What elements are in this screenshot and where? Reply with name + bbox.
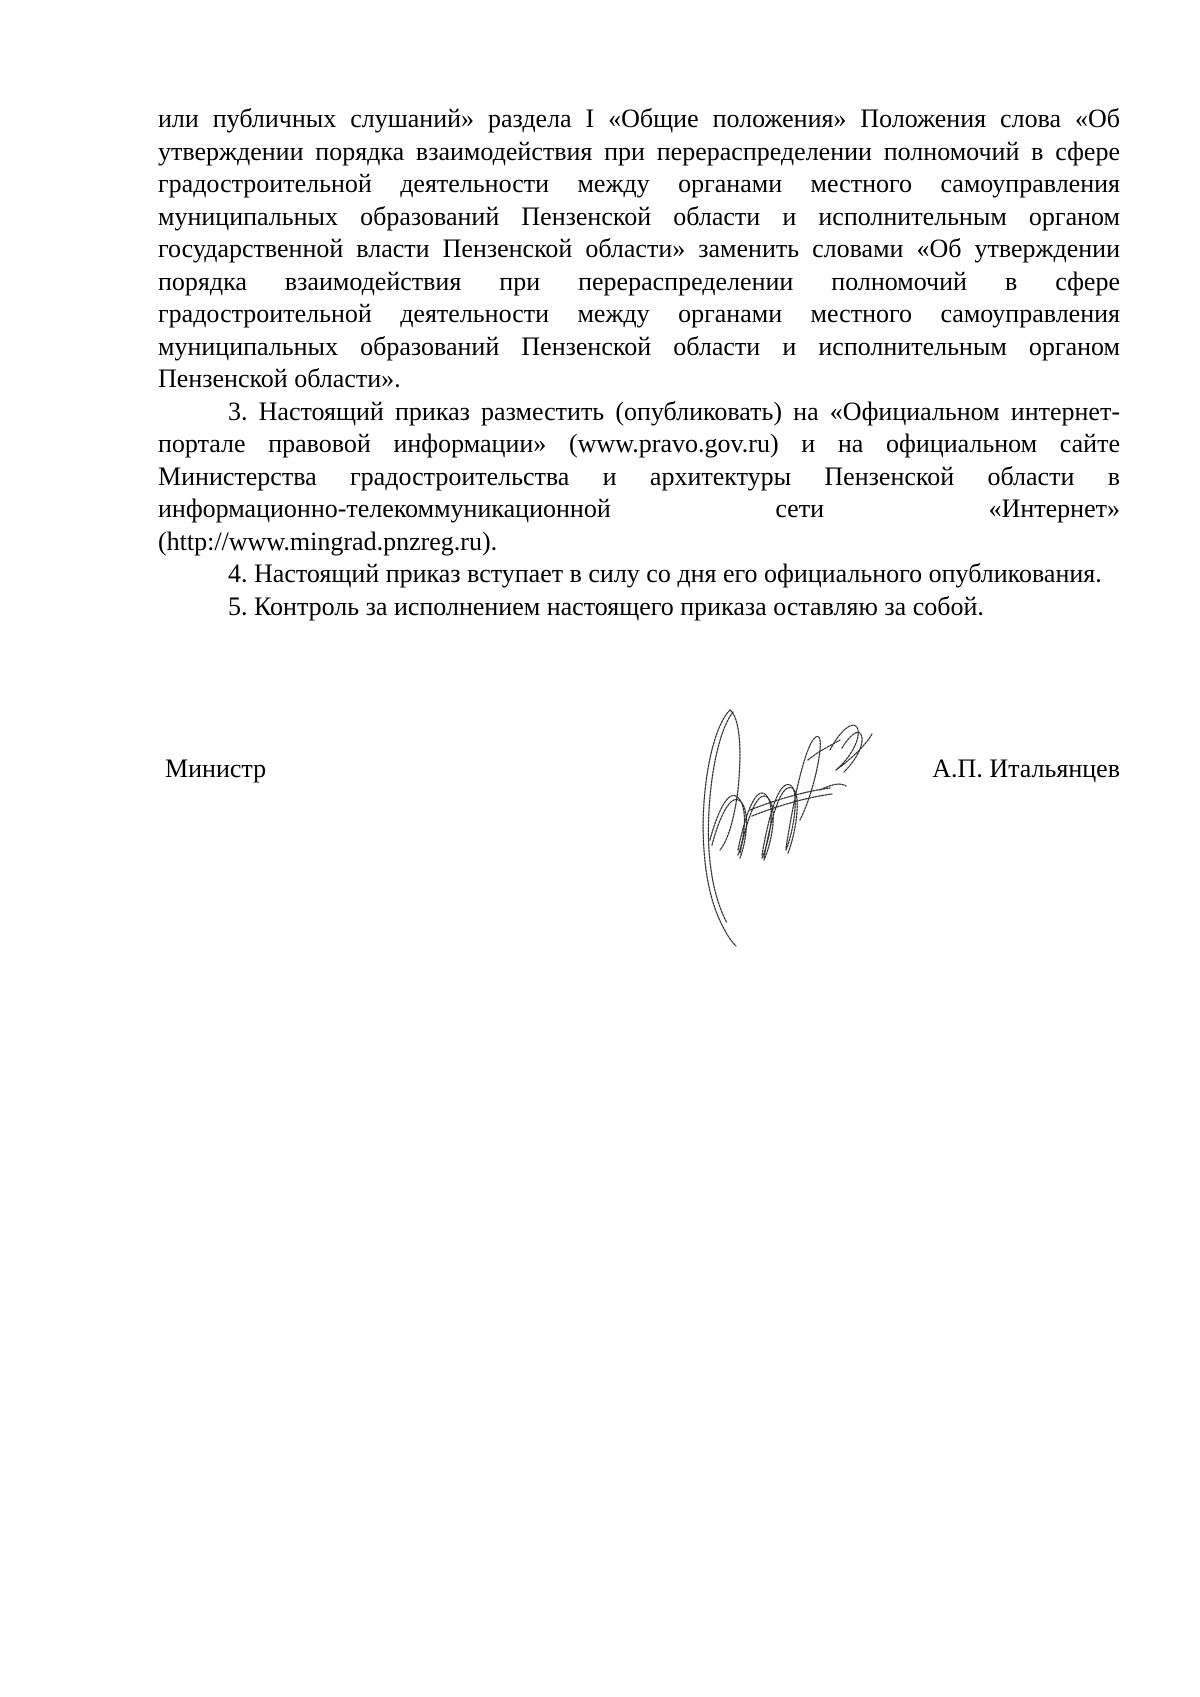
- handwritten-signature: [690, 690, 880, 950]
- paragraph-continuation: или публичных слушаний» раздела I «Общие положения» Положения слова «Об утверждении порядка взаимодействия при перераспределении полномочий в сфере градостроительной деятельности между органами местного самоуправления муниципальных образований Пензенской области и исполнительным органом государственной власти Пензенской области» заменить словами «Об утверждении порядка взаимодействия при перераспределении полномочий в сфере градостроительной деятельности между органами местного самоуправления муниципальных образований Пензенской области и исполнительным органом Пензенской области».: [158, 104, 1120, 393]
- paragraph-item-3: 3. Настоящий приказ разместить (опубликовать) на «Официальном интернет-портале правовой информации» (www.pravo.gov.ru) и на официальном сайте Министерства градостроительства и архитектуры Пензенской области в информационно-телекоммуникационной сети «Интернет» (http://www.mingrad.pnzreg.ru).: [158, 396, 1120, 556]
- signatory-position: Министр: [165, 754, 267, 783]
- paragraph-item-5: 5. Контроль за исполнением настоящего приказа оставляю за собой.: [228, 591, 984, 621]
- signatory-name: А.П. Итальянцев: [932, 754, 1120, 783]
- document-body: [158, 103, 1120, 623]
- paragraph-item-4: 4. Настоящий приказ вступает в силу со дня его официального опубликования.: [228, 559, 1102, 588]
